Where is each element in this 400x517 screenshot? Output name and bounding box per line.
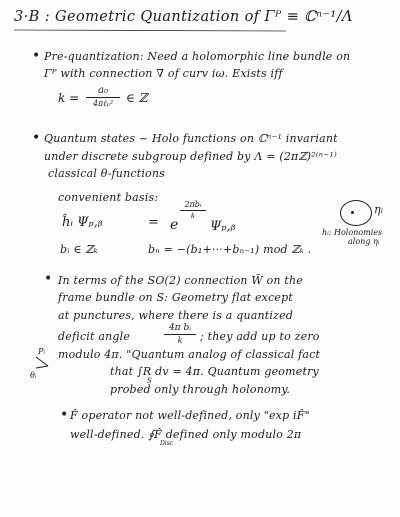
bullet-dot-4: • [60, 407, 69, 423]
quantization-eq-lhs: k = [58, 91, 80, 105]
basis-exponent-denominator: k [180, 210, 206, 220]
so2-line2: frame bundle on S: Geometry flat except [58, 291, 294, 304]
so2-line6-subscript: S [147, 377, 152, 385]
holonomy-label-line1: hᵢ: Holonomies [322, 228, 383, 237]
so2-line4a: deficit angle [58, 330, 131, 343]
so2-line3: at punctures, where there is a quantized [58, 309, 294, 322]
so2-line7: probed only through holonomy. [110, 383, 291, 396]
basis-eq-lhs: ĥᵢ Ψₚ,ᵦ [62, 215, 103, 230]
so2-line1: In terms of the SO(2) connection W̃ on the [58, 274, 304, 287]
holonomy-label-line2: along ηᵢ [348, 237, 380, 246]
quantization-eq-rhs: ∈ ℤ [126, 91, 148, 105]
f-operator-line2: well-defined. ∮F̂ defined only modulo 2π [70, 428, 302, 441]
quantum-states-line2: under discrete subgroup defined by Λ = (2πℤ)²⁽ⁿ⁻¹⁾ [44, 150, 337, 163]
so2-line5: modulo 4π. "Quantum analog of classical fact [58, 348, 321, 361]
deficit-angle-numerator: 4π bᵢ [168, 323, 192, 333]
margin-sketch-line1 [36, 357, 48, 366]
bi-condition: bᵢ ∈ ℤₖ [60, 243, 98, 256]
quantization-eq-denominator: 4πℓₚ² [86, 97, 120, 108]
basis-exponent-numerator: 2πbᵢ [184, 200, 202, 209]
prequantization-line1: Pre-quantization: Need a holomorphic line bundle on [44, 50, 351, 63]
convenient-basis-label: convenient basis: [58, 191, 159, 204]
basis-exp-base: e [170, 217, 179, 233]
title-underline [14, 30, 286, 31]
basis-eq-rhs: Ψₚ,ᵦ [210, 219, 236, 234]
puncture-dot [351, 211, 354, 214]
quantum-states-line3: classical θ-functions [48, 167, 166, 180]
quantization-eq-numerator: a₀ [98, 85, 108, 96]
f-operator-line1: F̂ operator not well-defined, only "exp iF̂" [70, 409, 310, 422]
quantum-states-line1: Quantum states ~ Holo functions on ℂⁿ⁻¹ invariant [44, 132, 338, 145]
quantization-eq-fraction [86, 85, 120, 108]
so2-line4b: ; they add up to zero [200, 330, 320, 343]
margin-label-p: Pᵢ [38, 347, 45, 356]
basis-exponent [180, 200, 206, 220]
margin-sketch-line2 [36, 366, 48, 368]
so2-line6: that ∫R dv = 4π. Quantum geometry [110, 365, 319, 378]
bullet-dot-2: • [32, 130, 41, 146]
basis-eq-sign: = [148, 215, 159, 230]
bullet-dot-1: • [32, 48, 41, 64]
prequantization-line2: Γᴾ with connection ∇ of curv iω. Exists iff [44, 67, 283, 80]
deficit-angle-denominator: k [164, 334, 196, 345]
bn-condition: bₙ = −(b₁+···+bₙ₋₁) mod ℤₖ . [148, 243, 312, 256]
deficit-angle-fraction [164, 323, 196, 345]
loop-label: ηᵢ [374, 203, 384, 216]
margin-label-theta: θᵢ [30, 371, 37, 380]
bullet-dot-3: • [44, 271, 53, 287]
holonomy-loop-diagram [340, 200, 372, 226]
page-title: 3·B : Geometric Quantization of Γᴾ ≡ ℂⁿ⁻¹/Λ [14, 9, 353, 25]
f-operator-line2-subscript: Disc [160, 440, 174, 447]
